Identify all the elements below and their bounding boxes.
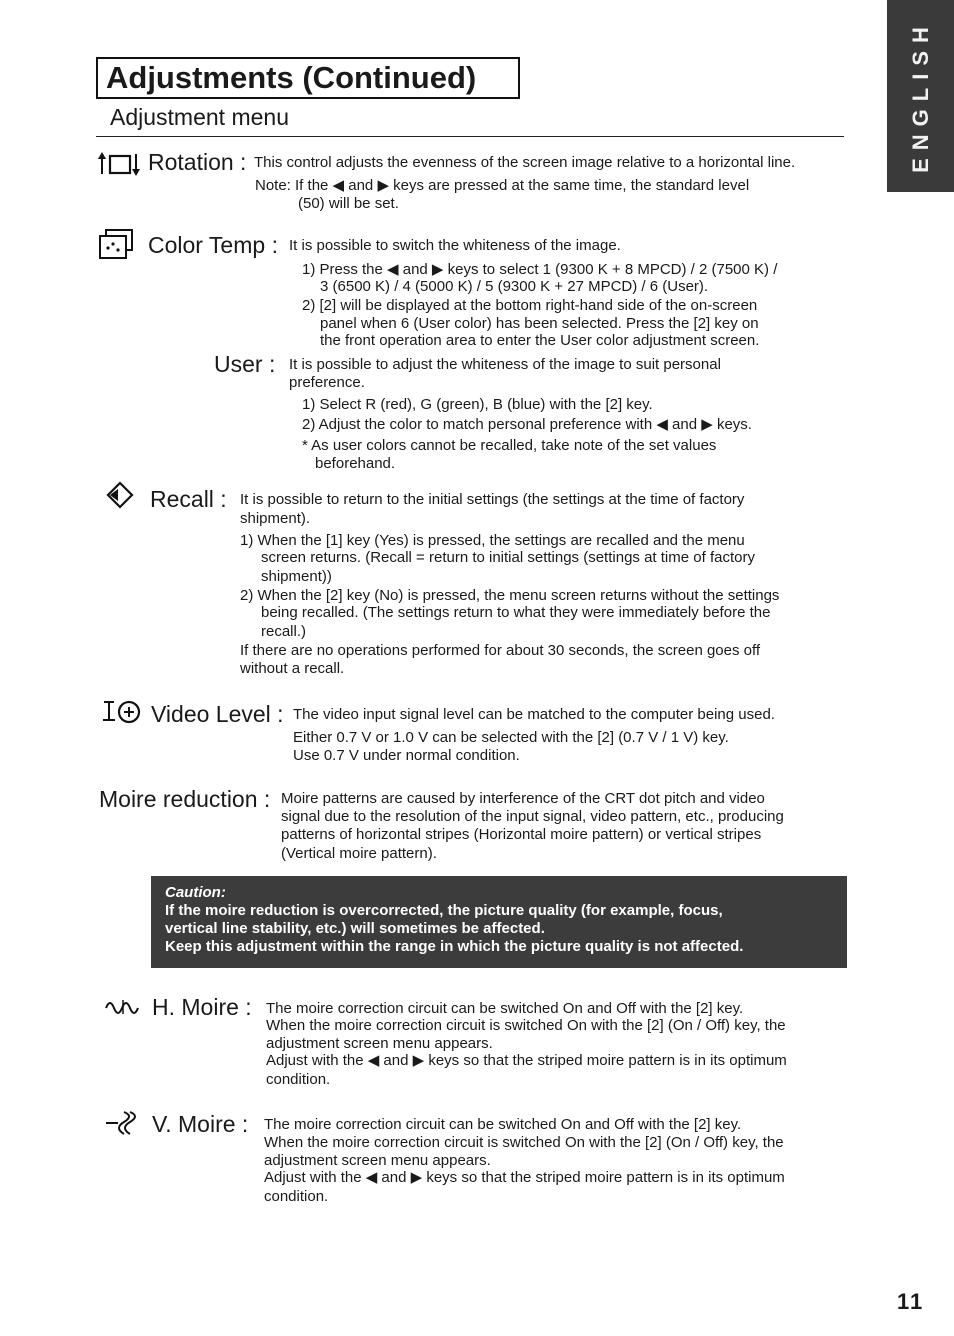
color-temp-step1-2: 3 (6500 K) / 4 (5000 K) / 5 (9300 K + 27 MPCD) / 6 (User). [320, 278, 709, 295]
recall-step2-3: recall.) [261, 623, 307, 640]
language-tab-label: ENGLISH [907, 19, 933, 173]
user-note-1: * As user colors cannot be recalled, take note of the set values [302, 437, 717, 454]
video-level-desc: The video input signal level can be matched to the computer being used. [293, 706, 775, 723]
h-moire-icon [104, 996, 144, 1016]
v-moire-line4: Adjust with the ◀ and ▶ keys so that the striped moire pattern is in its optimum [264, 1169, 785, 1186]
recall-step1-2: screen returns. (Recall = return to initial settings (settings at time of factory [261, 549, 755, 566]
header-divider [96, 136, 844, 137]
h-moire-heading: H. Moire : [152, 994, 252, 1020]
recall-step1-1: 1) When the [1] key (Yes) is pressed, the settings are recalled and the menu [240, 532, 745, 549]
user-note-2: beforehand. [315, 455, 396, 472]
rotation-icon [96, 150, 144, 178]
color-temp-heading: Color Temp : [148, 232, 278, 258]
moire-desc-1: Moire patterns are caused by interference of the CRT dot pitch and video [281, 790, 765, 807]
user-desc-1: It is possible to adjust the whiteness of the image to suit personal [289, 356, 721, 373]
recall-desc-1: It is possible to return to the initial settings (the settings at the time of factory [240, 491, 745, 508]
moire-desc-4: (Vertical moire pattern). [281, 845, 437, 862]
color-temp-step2-1: 2) [2] will be displayed at the bottom right-hand side of the on-screen [302, 297, 758, 314]
h-moire-line4: Adjust with the ◀ and ▶ keys so that the striped moire pattern is in its optimum [266, 1052, 787, 1069]
v-moire-line1: The moire correction circuit can be switched On and Off with the [2] key. [264, 1116, 742, 1133]
user-heading: User : [214, 351, 276, 377]
recall-step2-2: being recalled. (The settings return to what they were immediately before the [261, 604, 771, 621]
recall-desc-2: shipment). [240, 510, 311, 527]
recall-heading: Recall : [150, 486, 227, 512]
caution-box [151, 876, 847, 968]
user-step2: 2) Adjust the color to match personal preference with ◀ and ▶ keys. [302, 416, 752, 433]
v-moire-line2: When the moire correction circuit is switched On with the [2] (On / Off) key, the [264, 1134, 784, 1151]
user-desc-2: preference. [289, 374, 365, 391]
recall-icon [106, 481, 134, 509]
color-temp-step2-2: panel when 6 (User color) has been selected. Press the [2] key on [320, 315, 759, 332]
language-tab [887, 0, 954, 192]
recall-timeout-2: without a recall. [240, 660, 345, 677]
h-moire-line3: adjustment screen menu appears. [266, 1035, 493, 1052]
video-level-heading: Video Level : [151, 701, 284, 727]
recall-timeout-1: If there are no operations performed for about 30 seconds, the screen goes off [240, 642, 761, 659]
video-level-line3: Use 0.7 V under normal condition. [293, 747, 520, 764]
caution-title: Caution: [165, 884, 226, 901]
caution-line-2: vertical line stability, etc.) will sometimes be affected. [165, 920, 545, 937]
v-moire-icon [104, 1110, 144, 1136]
v-moire-line3: adjustment screen menu appears. [264, 1152, 491, 1169]
rotation-note-2: (50) will be set. [298, 195, 399, 212]
recall-step1-3: shipment)) [261, 568, 332, 585]
moire-heading: Moire reduction : [99, 786, 271, 812]
v-moire-line5: condition. [264, 1188, 329, 1205]
h-moire-line5: condition. [266, 1071, 331, 1088]
color-temp-desc: It is possible to switch the whiteness of the image. [289, 237, 621, 254]
user-step1: 1) Select R (red), G (green), B (blue) with the [2] key. [302, 396, 653, 413]
video-level-icon [100, 698, 144, 726]
section-subtitle: Adjustment menu [110, 104, 289, 130]
color-temp-step1-1: 1) Press the ◀ and ▶ keys to select 1 (9300 K + 8 MPCD) / 2 (7500 K) / [302, 261, 778, 278]
recall-step2-1: 2) When the [2] key (No) is pressed, the menu screen returns without the settings [240, 587, 780, 604]
rotation-desc: This control adjusts the evenness of the screen image relative to a horizontal line. [254, 154, 796, 171]
v-moire-heading: V. Moire : [152, 1111, 249, 1137]
moire-desc-2: signal due to the resolution of the input signal, video pattern, etc., producing [281, 808, 784, 825]
page-number: 11 [897, 1289, 925, 1314]
h-moire-line2: When the moire correction circuit is switched On with the [2] (On / Off) key, the [266, 1017, 786, 1034]
video-level-line2: Either 0.7 V or 1.0 V can be selected with the [2] (0.7 V / 1 V) key. [293, 729, 729, 746]
color-temp-icon [98, 228, 134, 260]
caution-line-3: Keep this adjustment within the range in which the picture quality is not affected. [165, 938, 744, 955]
caution-line-1: If the moire reduction is overcorrected, the picture quality (for example, focus, [165, 902, 723, 919]
rotation-note-1: Note: If the ◀ and ▶ keys are pressed at the same time, the standard level [255, 177, 750, 194]
rotation-heading: Rotation : [148, 149, 247, 175]
color-temp-step2-3: the front operation area to enter the User color adjustment screen. [320, 332, 760, 349]
h-moire-line1: The moire correction circuit can be switched On and Off with the [2] key. [266, 1000, 744, 1017]
page-title: Adjustments (Continued) [96, 57, 520, 99]
moire-desc-3: patterns of horizontal stripes (Horizontal moire pattern) or vertical stripes [281, 826, 762, 843]
